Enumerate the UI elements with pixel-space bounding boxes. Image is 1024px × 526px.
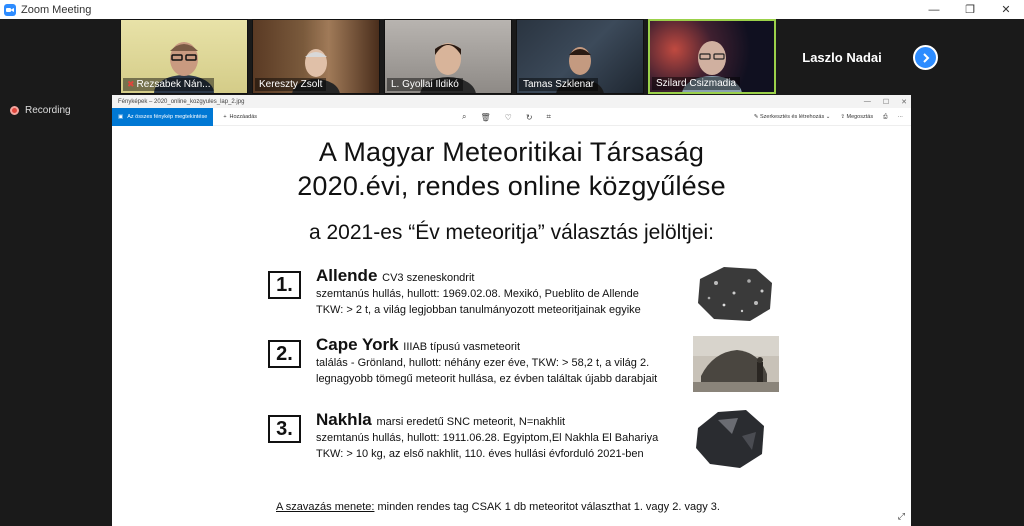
- expand-icon[interactable]: ⤢: [897, 511, 905, 521]
- recording-dot-icon: [10, 106, 19, 115]
- all-photos-button[interactable]: [112, 108, 213, 126]
- candidate-detail-line: legnagyobb tömegű meteorit hullása, ez évben találtak újabb darabjait: [316, 373, 658, 385]
- zoom-logo-icon: [4, 4, 16, 16]
- candidate-detail-line: találás - Grönland, hullott: néhány ezer éve, TKW: > 58,2 t, a világ 2.: [316, 357, 650, 369]
- more-icon[interactable]: ···: [897, 114, 903, 120]
- participant-tile[interactable]: [252, 19, 380, 94]
- restore-button[interactable]: ❐: [965, 4, 975, 16]
- slide-subtitle: a 2021-es “Év meteoritja” választás jelöltjei:: [308, 221, 714, 244]
- candidate-detail-line: TKW: > 2 t, a világ legjobban tanulmányozott meteoritjainak egyike: [316, 304, 641, 316]
- photo-viewer-actions: [462, 108, 551, 126]
- participant-name: Szilard Csizmadia: [656, 78, 737, 89]
- mic-muted-icon: ✖: [127, 79, 135, 89]
- candidate-name: Cape York: [316, 335, 399, 354]
- print-icon[interactable]: ⎙: [883, 113, 888, 120]
- edit-create-button[interactable]: ✎ Szerkesztés és létrehozás ⌄: [753, 114, 831, 120]
- recording-label: Recording: [25, 105, 71, 116]
- participant-tile[interactable]: [516, 19, 644, 94]
- participant-name-label: [255, 78, 326, 91]
- slide-title-line2: 2020.évi, rendes online közgyűlése: [297, 171, 726, 201]
- nakhla-meteorite-image: [692, 406, 768, 470]
- minimize-button[interactable]: —: [928, 3, 940, 16]
- next-page-button[interactable]: [913, 45, 938, 70]
- meeting-stage: [0, 19, 1024, 526]
- share-icon: ⇪: [840, 114, 847, 120]
- candidate-type: IIIAB típusú vasmeteorit: [403, 341, 521, 353]
- plus-icon: +: [223, 113, 227, 120]
- delete-icon[interactable]: 🗑: [480, 112, 491, 122]
- photo-viewer-title-bar: [112, 95, 911, 108]
- voting-process-text: minden rendes tag CSAK 1 db meteoritot választhat 1. vagy 2. vagy 3.: [374, 501, 720, 513]
- participant-name-label: [123, 78, 214, 91]
- recording-indicator[interactable]: [10, 105, 71, 116]
- participant-tile-active[interactable]: [648, 19, 776, 94]
- add-label: Hozzáadás: [229, 113, 258, 120]
- candidate-number-box: 1.: [268, 271, 301, 299]
- participant-name: L. Gyollai Ildikó: [391, 79, 459, 90]
- cape-york-meteorite-photo: [693, 336, 779, 392]
- participant-name-label: [652, 77, 740, 90]
- candidate-detail-line: TKW: > 10 kg, az első nakhlit, 110. éves hullási évforduló 2021-ben: [316, 448, 644, 460]
- crop-icon[interactable]: ⌗: [546, 112, 552, 121]
- candidate-name-row: [316, 410, 565, 430]
- candidate-detail-line: szemtanús hullás, hullott: 1969.02.08. Mexikó, Pueblito de Allende: [316, 288, 639, 300]
- slide-image: [112, 126, 911, 526]
- shared-screen: [112, 95, 911, 526]
- participant-name-label: [519, 78, 598, 91]
- all-photos-label: Az összes fénykép megtekintése: [127, 113, 208, 120]
- candidate-number-box: 2.: [268, 340, 301, 368]
- candidate-type: marsi eredetű SNC meteorit, N=nakhlit: [376, 416, 566, 428]
- allende-meteorite-image: [694, 263, 776, 325]
- add-button[interactable]: [223, 114, 257, 120]
- edit-icon: ✎: [753, 114, 760, 120]
- participant-name: Kereszty Zsolt: [259, 79, 323, 90]
- participant-tile[interactable]: [120, 19, 248, 94]
- voting-process-note: [276, 501, 720, 513]
- edit-create-label: Szerkesztés és létrehozás: [760, 114, 825, 120]
- video-strip: [120, 19, 780, 95]
- candidate-detail-line: szemtanús hullás, hullott: 1911.06.28. Egyiptom,El Nakhla El Bahariya: [316, 432, 659, 444]
- photo-viewer-window-controls: [864, 95, 907, 108]
- pv-minimize-icon[interactable]: —: [863, 98, 871, 105]
- close-button[interactable]: ✕: [1001, 4, 1011, 16]
- rotate-icon[interactable]: ↻: [525, 112, 533, 122]
- share-button[interactable]: [840, 114, 873, 120]
- candidate-name-row: [316, 266, 474, 286]
- share-label: Megosztás: [846, 114, 874, 120]
- active-speaker-name: Laszlo Nadai: [802, 49, 882, 65]
- photo-viewer-title: Fényképek – 2020_online_kozgyules_lap_2.jpg: [118, 98, 245, 105]
- chevron-right-icon: [921, 53, 931, 63]
- participant-name: Tamas Szklenar: [523, 79, 595, 90]
- window-title: Zoom Meeting: [21, 3, 92, 16]
- photo-viewer-toolbar: [112, 108, 911, 126]
- candidate-name: Allende: [316, 266, 378, 285]
- title-bar: [0, 0, 1024, 19]
- participant-name-label: [387, 78, 463, 91]
- favorite-icon[interactable]: ♡: [504, 112, 512, 122]
- pv-maximize-icon[interactable]: ☐: [882, 98, 890, 106]
- participant-name: Rezsabek Nán...: [136, 79, 211, 90]
- photos-icon: ▣: [118, 113, 124, 120]
- zoom-icon[interactable]: ⌕: [462, 112, 467, 121]
- candidate-name-row: [316, 335, 520, 355]
- participant-tile[interactable]: [384, 19, 512, 94]
- window-controls: [916, 0, 1024, 19]
- pv-close-icon[interactable]: ✕: [901, 98, 907, 106]
- voting-process-label: A szavazás menete:: [276, 501, 375, 513]
- candidate-type: CV3 szeneskondrit: [382, 272, 475, 284]
- slide-title-line1: A Magyar Meteoritikai Társaság: [318, 137, 705, 167]
- photo-viewer-right-actions: [754, 108, 903, 126]
- candidate-name: Nakhla: [316, 410, 372, 429]
- candidate-number-box: 3.: [268, 415, 301, 443]
